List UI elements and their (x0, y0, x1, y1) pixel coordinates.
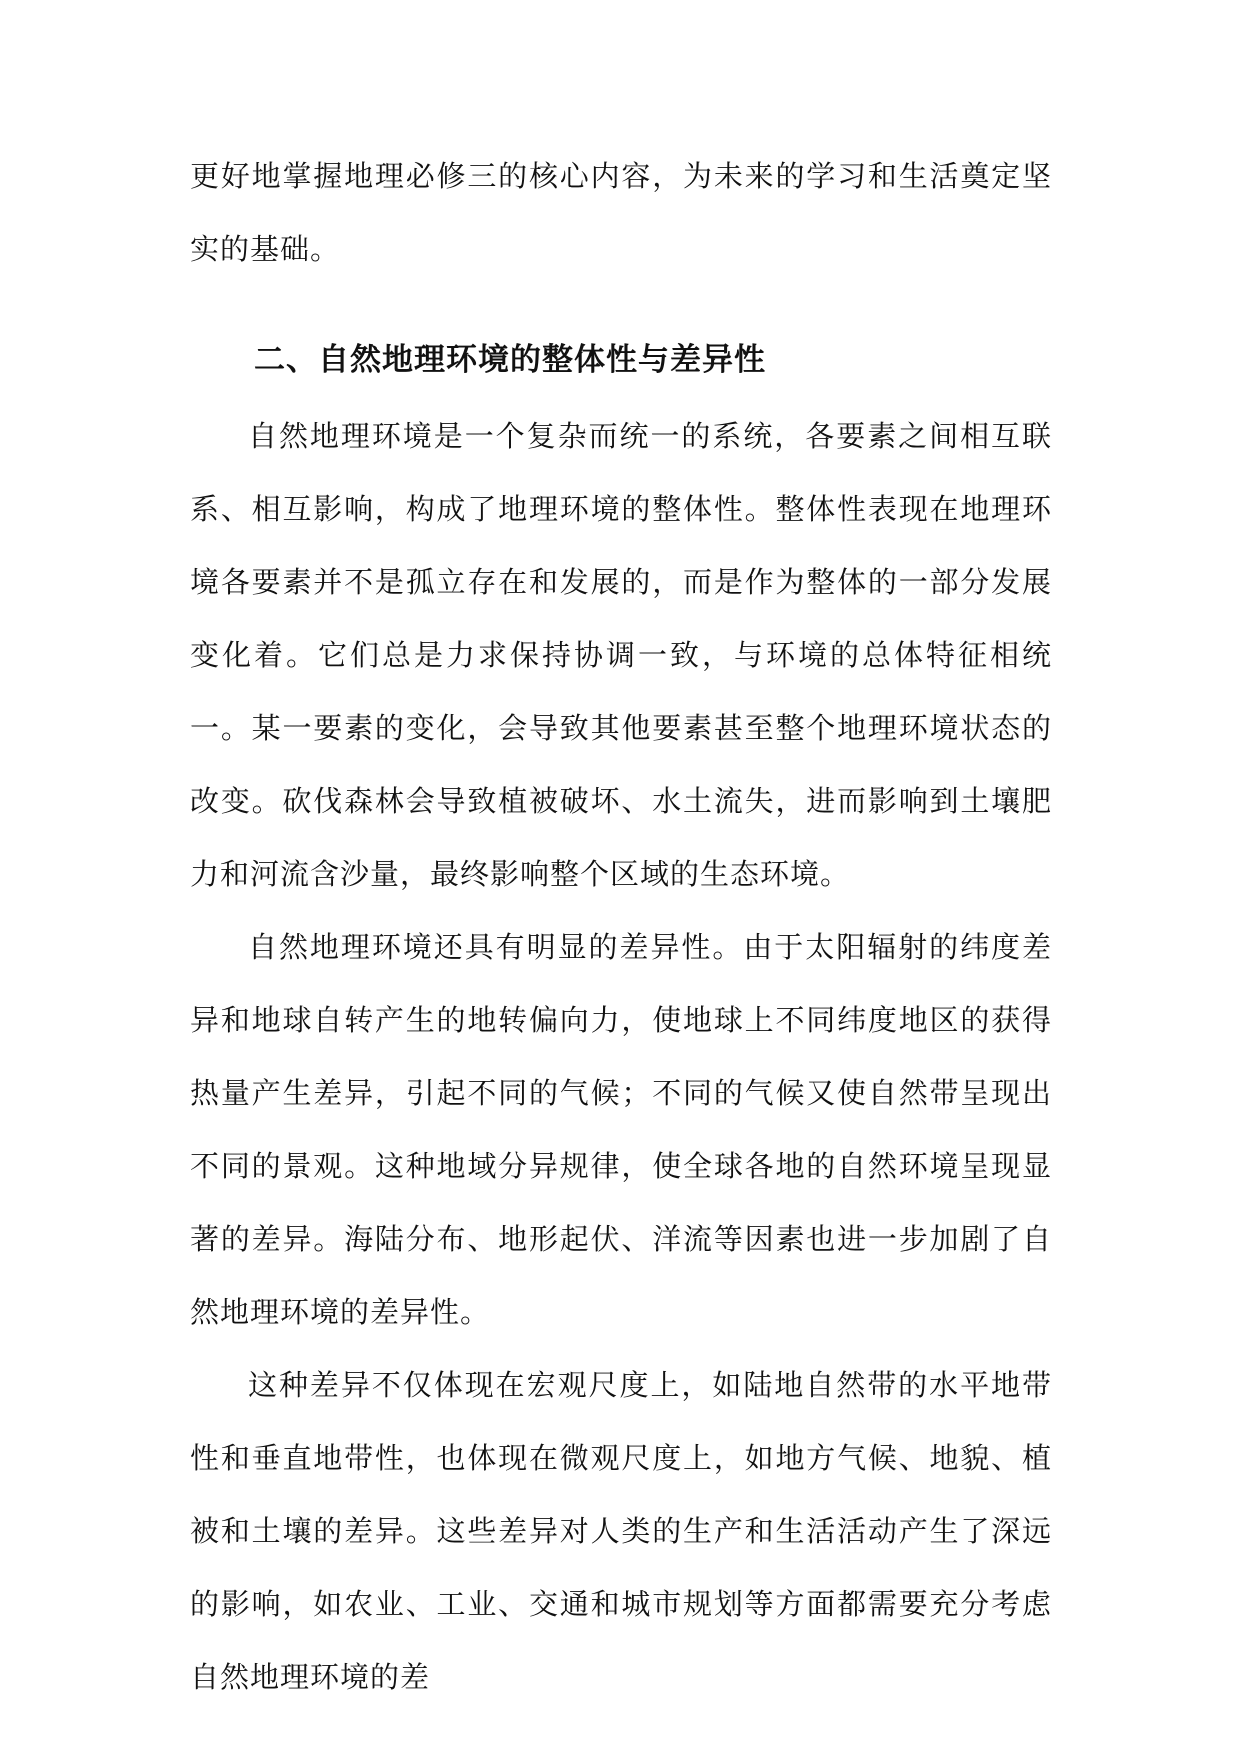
paragraph-differentiation: 自然地理环境还具有明显的差异性。由于太阳辐射的纬度差异和地球自转产生的地转偏向力，使地球上不同纬度地区的获得热量产生差异，引起不同的气候；不同的气候又使自然带呈现出不同的景观。这种地域分异规律，使全球各地的自然环境呈现显著的差异。海陆分布、地形起伏、洋流等因素也进一步加剧了自然地理环境的差异性。 (190, 930, 1052, 1329)
continuation-paragraph: 更好地掌握地理必修三的核心内容，为未来的学习和生活奠定坚实的基础。 (190, 159, 1052, 266)
section-heading: 二、自然地理环境的整体性与差异性 (254, 342, 766, 378)
paragraph-integrity: 自然地理环境是一个复杂而统一的系统，各要素之间相互联系、相互影响，构成了地理环境的整体性。整体性表现在地理环境各要素并不是孤立存在和发展的，而是作为整体的一部分发展变化着。它们总是力求保持协调一致，与环境的总体特征相统一。某一要素的变化，会导致其他要素甚至整个地理环境状态的改变。砍伐森林会导致植被破坏、水土流失，进而影响到土壤肥力和河流含沙量，最终影响整个区域的生态环境。 (190, 419, 1052, 891)
document-body (190, 140, 1052, 1714)
paragraph-scale-differences: 这种差异不仅体现在宏观尺度上，如陆地自然带的水平地带性和垂直地带性，也体现在微观尺度上，如地方气候、地貌、植被和土壤的差异。这些差异对人类的生产和生活活动产生了深远的影响，如农业、工业、交通和城市规划等方面都需要充分考虑自然地理环境的差 (190, 1368, 1052, 1694)
